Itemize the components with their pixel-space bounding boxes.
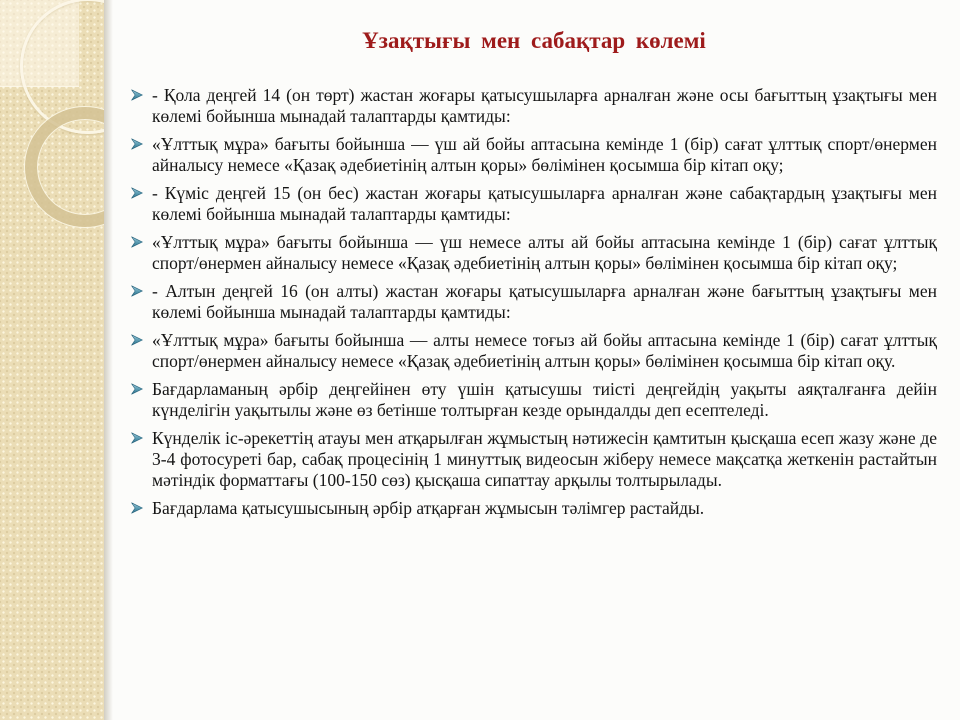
- arrow-bullet-icon: [131, 432, 143, 444]
- bullet-text: Бағдарламаның әрбір деңгейінен өту үшін қатысушы тиісті деңгейдің уақыты аяқталғанға дейін күнделігін уақытылы және өз бетінше толтырған кезде орындалды деп есептеледі.: [152, 379, 937, 420]
- page-title: Ұзақтығы мен сабақтар көлемі: [362, 28, 706, 53]
- bullet-item: [131, 428, 937, 491]
- bullet-item: [131, 330, 937, 372]
- bullet-text: «Ұлттық мұра» бағыты бойынша — үш ай бойы аптасына кемінде 1 (бір) сағат ұлттық спорт/өнермен айналысу немесе «Қазақ әдебиетінің алтын қоры» бөлімінен қосымша бір кітап оқу;: [152, 134, 937, 175]
- bullet-item: [131, 379, 937, 421]
- bullet-text: «Ұлттық мұра» бағыты бойынша — алты немесе тоғыз ай бойы аптасына кемінде 1 (бір) сағат ұлттық спорт/өнермен айналысу немесе «Қазақ әдебиетінің алтын қоры» бөлімінен қосымша бір кітап оқу.: [152, 330, 937, 371]
- arrow-bullet-icon: [131, 89, 143, 101]
- arrow-bullet-icon: [131, 285, 143, 297]
- bullet-text: Күнделік іс-әрекеттің атауы мен атқарылған жұмыстың нәтижесін қамтитын қысқаша есеп жазу және де 3-4 фотосуреті бар, сабақ процесінің 1 минуттық видеосын жіберу немесе мақсатқа жеткенін растайтын мәтіндік форматтағы (100-150 сөз) қысқаша сипаттау арқылы толтырылады.: [152, 428, 937, 490]
- sidebar-ring: [25, 107, 104, 227]
- bullet-text: - Алтын деңгей 16 (он алты) жастан жоғары қатысушыларға арналған және бағыттың ұзақтығы мен көлемі бойынша мынадай талаптарды қамтиды:: [152, 281, 937, 322]
- arrow-bullet-icon: [131, 383, 143, 395]
- bullet-text: «Ұлттық мұра» бағыты бойынша — үш немесе алты ай бойы аптасына кемінде 1 (бір) сағат ұлттық спорт/өнермен айналысу немесе «Қазақ әдебиетінің алтын қоры» бөлімінен қосымша бір кітап оқу;: [152, 232, 937, 273]
- bullet-item: [131, 281, 937, 323]
- arrow-bullet-icon: [131, 187, 143, 199]
- bullet-item: [131, 134, 937, 176]
- arrow-bullet-icon: [131, 236, 143, 248]
- bullet-text: - Қола деңгей 14 (он төрт) жастан жоғары қатысушыларға арналған және осы бағыттың ұзақтығы мен көлемі бойынша мынадай талаптарды қамтиды:: [152, 85, 937, 126]
- bullet-list: [131, 85, 937, 519]
- arrow-bullet-icon: [131, 502, 143, 514]
- slide-content: [131, 0, 937, 720]
- bullet-item: [131, 498, 937, 519]
- bullet-text: Бағдарлама қатысушысының әрбір атқарған жұмысын тәлімгер растайды.: [152, 498, 705, 518]
- bullet-item: [131, 183, 937, 225]
- sidebar-edge-shadow: [104, 0, 113, 720]
- arrow-bullet-icon: [131, 138, 143, 150]
- bullet-text: - Күміс деңгей 15 (он бес) жастан жоғары қатысушыларға арналған және сабақтардың ұзақтығы мен көлемі бойынша мынадай талаптарды қамтиды:: [152, 183, 937, 224]
- bullet-item: [131, 232, 937, 274]
- arrow-bullet-icon: [131, 334, 143, 346]
- bullet-item: [131, 85, 937, 127]
- sidebar-decoration: [0, 0, 104, 720]
